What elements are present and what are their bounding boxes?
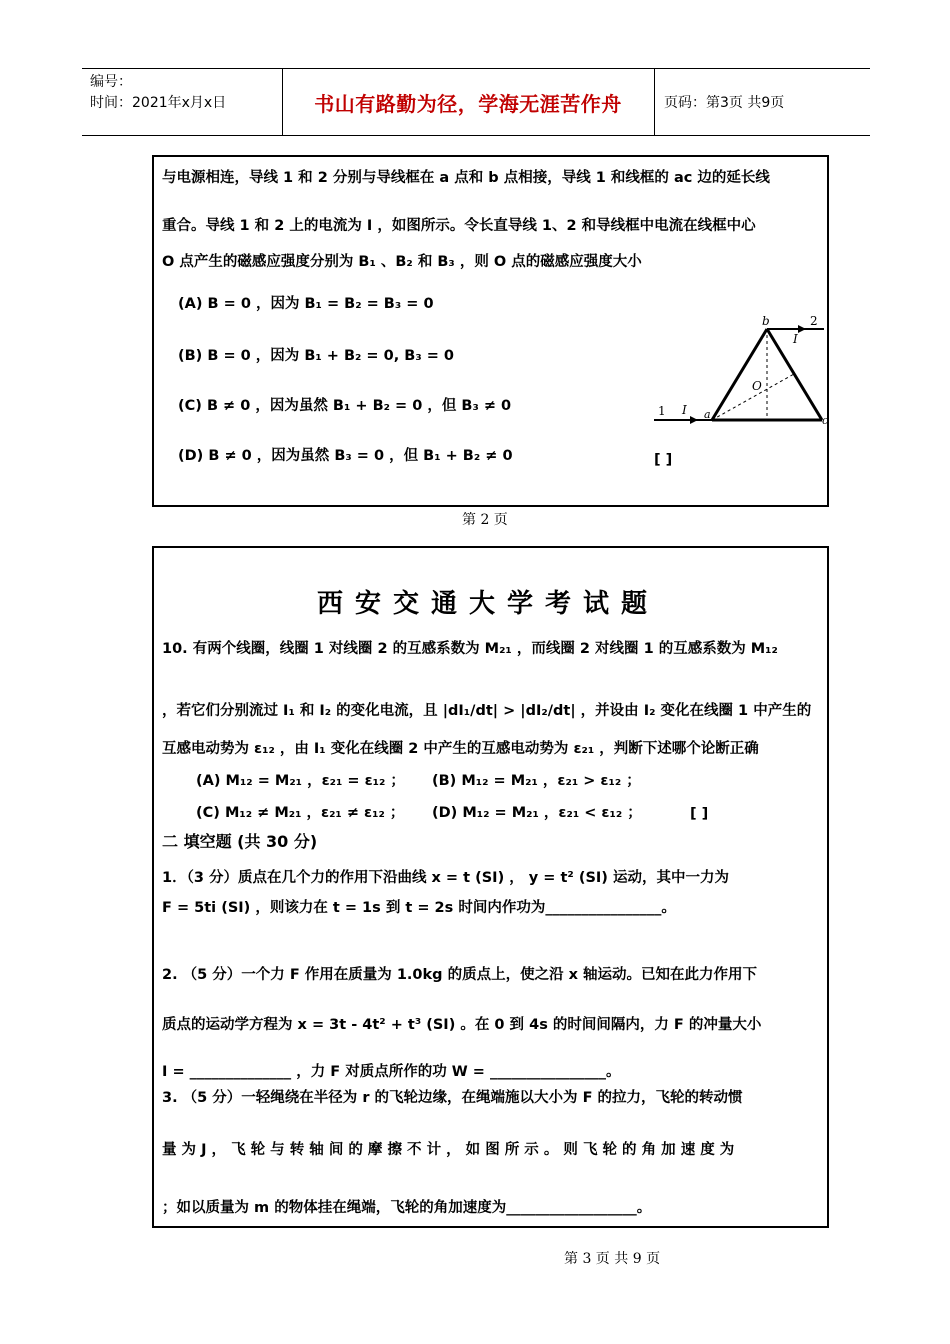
header-divider-right [654,68,655,136]
header-meta [90,72,226,114]
label-I-top: I [793,332,798,346]
arrow-wire-2 [798,325,806,333]
fill2-line3: I = ______________ ，力 F 对质点所作的功 W = ________________。 [162,1064,621,1080]
exam-title: 西安交通大学考试题 [316,589,659,619]
q10-line2: ，若它们分别流过 I₁ 和 I₂ 的变化电流，且 |dI₁/dt| > |dI₂/dt| ，并设由 I₂ 变化在线圈 1 中产生的 [162,703,812,719]
fill1-line1: 1．（3 分）质点在几个力的作用下沿曲线 x = t (SI) ， y = t² (SI) 运动，其中一力为 [162,870,729,886]
q10-option-b: (B) M₁₂ = M₂₁ ，ε₂₁ > ε₁₂ ； [432,773,641,789]
q9-option-b: (B) B = 0 ，因为 B₁ + B₂ = 0, B₃ = 0 [178,348,455,364]
label-I-left: I [682,403,687,417]
q10-option-a: (A) M₁₂ = M₂₁ ，ε₂₁ = ε₁₂ ； [196,773,405,789]
q9-option-a: (A) B = 0 ，因为 B₁ = B₂ = B₃ = 0 [178,296,434,312]
header-top-rule [82,68,870,69]
label-1: 1 [658,404,666,418]
q10-answer-bracket: [ ] [690,806,709,822]
page3-footer: 第 3 页 共 9 页 [564,1251,661,1267]
edge-ab [712,329,767,420]
q10-option-d: (D) M₁₂ = M₂₁ ，ε₂₁ < ε₁₂ ； [432,805,642,821]
q9-option-d: (D) B ≠ 0 ，因为虽然 B₃ = 0 ，但 B₁ + B₂ ≠ 0 [178,448,513,464]
date-label: 时间：2021年x月x日 [90,95,227,111]
label-O: O [752,379,762,393]
header-bottom-rule [82,135,870,136]
q9-line2: 重合。导线 1 和 2 上的电流为 I ，如图所示。令长直导线 1、2 和导线框中电流在线框中心 [162,218,756,234]
serial-label: 编号： [90,74,132,90]
page2-footer: 第 2 页 [462,512,508,528]
fill1-line2: F = 5ti (SI) ，则该力在 t = 1s 到 t = 2s 时间内作功为________________。 [162,900,676,916]
triangle-circuit-figure [648,312,828,430]
label-c: c [822,414,828,427]
fill3-line2: 量 为 J ， 飞 轮 与 转 轴 间 的 摩 擦 不 计 ， 如 图 所 示 。 则 飞 轮 的 角 加 速 度 为 [162,1142,735,1158]
q9-answer-bracket: [ ] [654,452,673,468]
arrow-wire-1 [690,416,698,424]
q9-option-c: (C) B ≠ 0 ，因为虽然 B₁ + B₂ = 0 ，但 B₃ ≠ 0 [178,398,512,414]
label-2: 2 [810,314,818,328]
q10-line1: 10. 有两个线圈，线圈 1 对线圈 2 的互感系数为 M₂₁ ，而线圈 2 对线圈 1 的互感系数为 M₁₂ [162,641,778,657]
fill3-line1: 3. （5 分）一轻绳绕在半径为 r 的飞轮边缘，在绳端施以大小为 F 的拉力，飞轮的转动惯 [162,1090,743,1106]
fill2-line2: 质点的运动学方程为 x = 3t - 4t² + t³ (SI) 。在 0 到 4s 的时间间隔内，力 F 的冲量大小 [162,1017,762,1033]
label-b: b [762,314,770,328]
label-a: a [704,408,711,421]
q9-line3: O 点产生的磁感应强度分别为 B₁ 、B₂ 和 B₃ ，则 O 点的磁感应强度大小 [162,254,642,270]
header-motto: 书山有路勤为径，学海无涯苦作舟 [314,92,622,116]
header-page-code: 页码：第3页 共9页 [664,95,785,111]
q10-option-c: (C) M₁₂ ≠ M₂₁ ，ε₂₁ ≠ ε₁₂ ； [196,805,405,821]
figure-wires [654,325,824,424]
fill2-line1: 2. （5 分）一个力 F 作用在质量为 1.0kg 的质点上，使之沿 x 轴运动。已知在此力作用下 [162,967,758,983]
section-fill-in-title: 二 填空题 (共 30 分) [162,832,318,851]
q9-line1: 与电源相连，导线 1 和 2 分别与导线框在 a 点和 b 点相接，导线 1 和线框的 ac 边的延长线 [162,170,770,186]
fill3-line3: ；如以质量为 m 的物体挂在绳端，飞轮的角加速度为__________________。 [162,1200,652,1216]
q10-line3: 互感电动势为 ε₁₂ ，由 I₁ 变化在线圈 2 中产生的互感电动势为 ε₂₁ ，判断下述哪个论断正确 [162,741,759,757]
